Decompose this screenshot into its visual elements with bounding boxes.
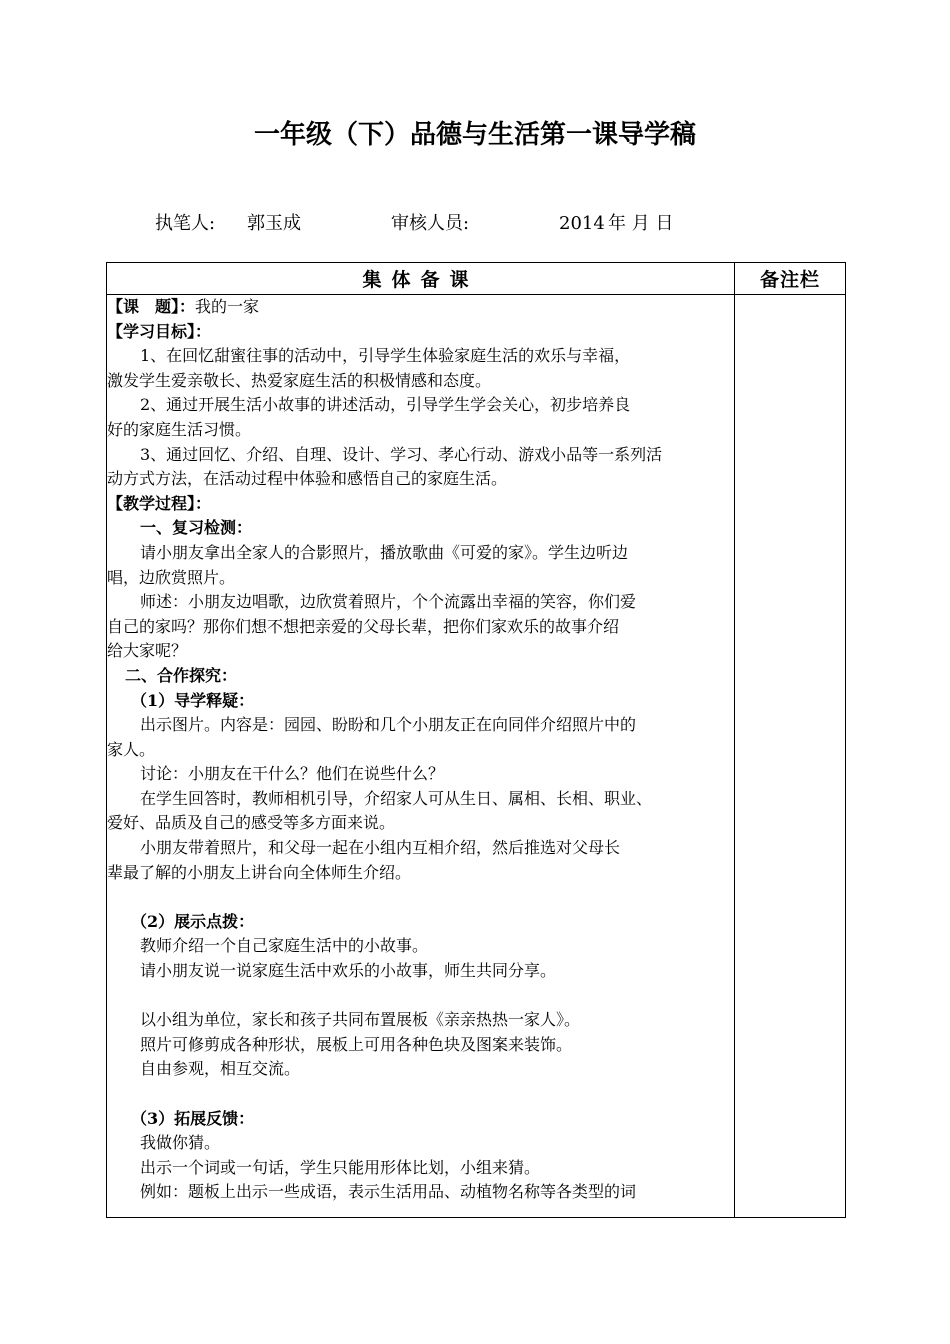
- page-title: 一年级（下）品德与生活第一课导学稿: [253, 120, 696, 150]
- paragraph-line: 小朋友带着照片，和父母一起在小组内互相介绍，然后推选对父母长: [140, 838, 621, 858]
- paragraph-line: 教师介绍一个自己家庭生活中的小故事。: [140, 936, 429, 956]
- paragraph-line: 例如：题板上出示一些成语，表示生活用品、动植物名称等各类型的词: [140, 1182, 637, 1202]
- step-heading-cooperation: 二、合作探究：: [125, 665, 238, 685]
- blank-line: [107, 1082, 734, 1107]
- date-year: 2014: [559, 213, 605, 234]
- paragraph-line: 爱好、品质及自己的感受等多方面来说。: [107, 813, 396, 833]
- blank-line: [107, 984, 734, 1009]
- subheading-guided-questions: （1）导学释疑：: [131, 690, 255, 710]
- objective-2-line-1: 2、通过开展生活小故事的讲述活动，引导学生学会关心，初步培养良: [140, 395, 631, 415]
- blank-line: [107, 885, 734, 910]
- objective-3-line-1: 3、通过回忆、介绍、自理、设计、学习、孝心行动、游戏小品等一系列活: [140, 444, 663, 464]
- column-header-collective-prep: 集体备课: [107, 263, 735, 295]
- paragraph-line: 家人。: [107, 739, 156, 759]
- lesson-content-cell: [107, 295, 735, 1218]
- paragraph-line: 我做你猜。: [140, 1133, 221, 1153]
- author-name: 郭玉成: [247, 213, 301, 234]
- subheading-showcase: （2）展示点拨：: [131, 911, 255, 931]
- paragraph-line: 自己的家吗？那你们想不想把亲爱的父母长辈，把你们家欢乐的故事介绍: [107, 616, 620, 636]
- objective-1-line-2: 激发学生爱亲敬长、热爱家庭生活的积极情感和态度。: [107, 370, 492, 390]
- paragraph-line: 师述：小朋友边唱歌，边欣赏着照片，个个流露出幸福的笑容，你们爱: [140, 592, 637, 612]
- lesson-topic: 【课 题】：我的一家: [107, 297, 260, 316]
- date-suffix: 年 月 日: [608, 213, 674, 234]
- subheading-extension: （3）拓展反馈：: [131, 1108, 255, 1128]
- paragraph-line: 讨论：小朋友在干什么？他们在说些什么？: [140, 764, 445, 784]
- author-label: 执笔人:: [155, 213, 216, 234]
- paragraph-line: 请小朋友说一说家庭生活中欢乐的小故事，师生共同分享。: [140, 961, 557, 981]
- objective-1-line-1: 1、在回忆甜蜜往事的活动中，引导学生体验家庭生活的欢乐与幸福，: [140, 346, 631, 366]
- paragraph-line: 给大家呢？: [107, 641, 188, 661]
- paragraph-line: 以小组为单位，家长和孩子共同布置展板《亲亲热热一家人》。: [140, 1010, 581, 1030]
- paragraph-line: 辈最了解的小朋友上讲台向全体师生介绍。: [107, 862, 412, 882]
- section-heading-objectives: 【学习目标】：: [107, 321, 212, 341]
- topic-value: 我的一家: [195, 297, 260, 316]
- paragraph-line: 照片可修剪成各种形状，展板上可用各种色块及图案来装饰。: [140, 1034, 573, 1054]
- paragraph-line: 在学生回答时，教师相机引导，介绍家人可从生日、属相、长相、职业、: [140, 788, 653, 808]
- paragraph-line: 出示图片。内容是：园园、盼盼和几个小朋友正在向同伴介绍照片中的: [140, 715, 637, 735]
- column-header-notes: 备注栏: [735, 263, 846, 295]
- step-heading-review: 一、复习检测：: [140, 518, 253, 538]
- objective-3-line-2: 动方式方法，在活动过程中体验和感悟自己的家庭生活。: [107, 469, 508, 489]
- paragraph-line: 出示一个词或一句话，学生只能用形体比划，小组来猜。: [140, 1157, 541, 1177]
- lesson-plan-table: [106, 262, 846, 1218]
- notes-cell: [735, 295, 846, 1218]
- paragraph-line: 自由参观，相互交流。: [140, 1059, 301, 1079]
- reviewer-label: 审核人员:: [391, 213, 470, 234]
- paragraph-line: 唱，边欣赏照片。: [107, 567, 236, 587]
- section-heading-process: 【教学过程】：: [107, 493, 212, 513]
- paragraph-line: 请小朋友拿出全家人的合影照片，播放歌曲《可爱的家》。学生边听边: [140, 542, 629, 562]
- objective-2-line-2: 好的家庭生活习惯。: [107, 419, 252, 439]
